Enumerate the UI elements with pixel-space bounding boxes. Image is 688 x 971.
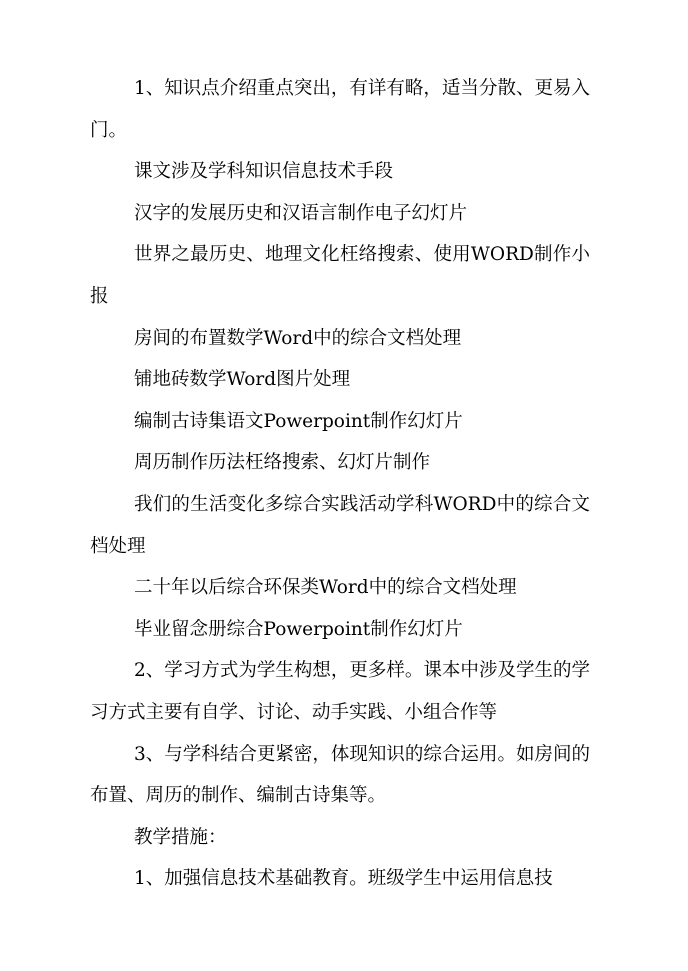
paragraph-feature-2: 2、学习方式为学生构想，更多样。课本中涉及学生的学习方式主要有自学、讨论、动手实践、小组合作等 bbox=[90, 660, 590, 723]
document-body bbox=[90, 68, 590, 900]
paragraph-section-heading: 教学措施： bbox=[134, 826, 227, 848]
paragraph-feature-1: 1、知识点介绍重点突出，有详有略，适当分散、更易入门。 bbox=[90, 78, 590, 141]
paragraph-table-row: 世界之最历史、地理文化枉络搜索、使用WORD制作小报 bbox=[90, 244, 590, 307]
paragraph-table-row: 铺地砖数学Word图片处理 bbox=[134, 369, 351, 391]
paragraph-table-row: 毕业留念册综合Powerpoint制作幻灯片 bbox=[134, 618, 463, 640]
paragraph-table-header: 课文涉及学科知识信息技术手段 bbox=[134, 161, 394, 183]
paragraph-table-row: 我们的生活变化多综合实践活动学科WORD中的综合文档处理 bbox=[90, 493, 590, 557]
paragraph-measure-1: 1、加强信息技术基础教育。班级学生中运用信息技 bbox=[134, 868, 553, 890]
paragraph-table-row: 周历制作历法枉络搜索、幻灯片制作 bbox=[134, 452, 431, 474]
paragraph-table-row: 汉字的发展历史和汉语言制作电子幻灯片 bbox=[134, 202, 468, 224]
paragraph-table-row: 编制古诗集语文Powerpoint制作幻灯片 bbox=[134, 410, 463, 432]
paragraph-table-row: 二十年以后综合环保类Word中的综合文档处理 bbox=[134, 577, 517, 599]
paragraph-table-row: 房间的布置数学Word中的综合文档处理 bbox=[134, 327, 462, 349]
paragraph-feature-3: 3、与学科结合更紧密，体现知识的综合运用。如房间的布置、周历的制作、编制古诗集等。 bbox=[90, 743, 590, 807]
